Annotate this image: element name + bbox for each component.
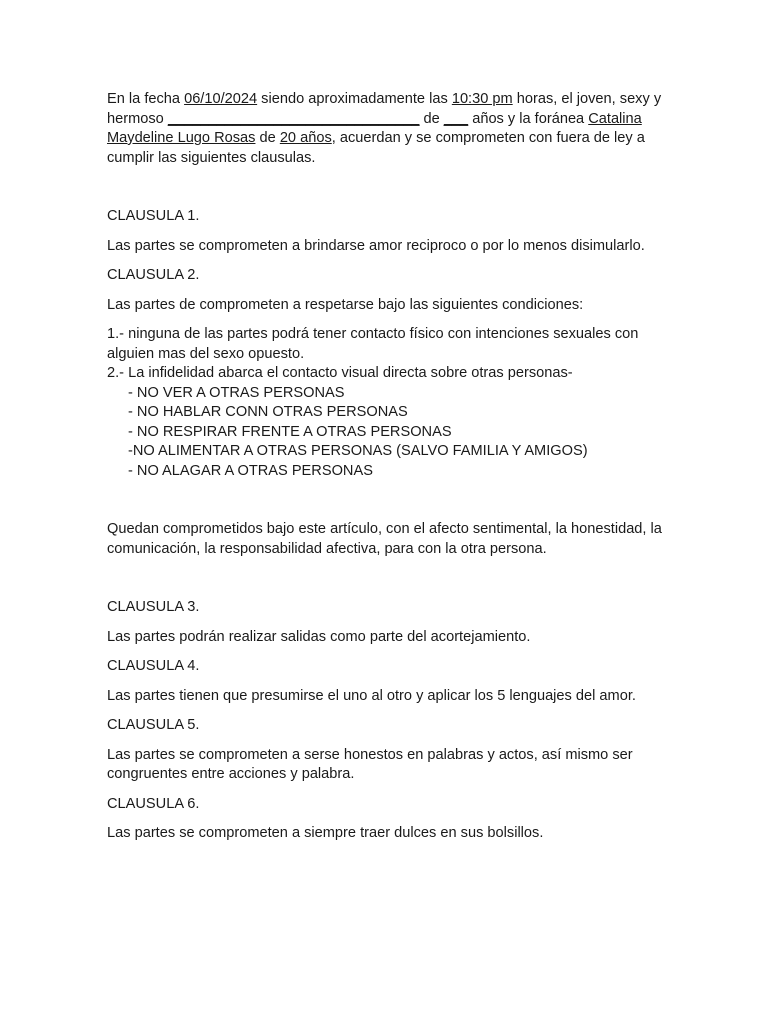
clause-5-text: Las partes se comprometen a serse honestos en palabras y actos, así mismo ser congruentes entre acciones y palabra. [107, 746, 633, 782]
clause-2-subitem: - NO ALAGAR A OTRAS PERSONAS [128, 462, 373, 479]
clause-3-text: Las partes podrán realizar salidas como parte del acortejamiento. [107, 628, 531, 645]
clause-2-title: CLAUSULA 2. [107, 267, 200, 283]
clause-2-subitem: - NO RESPIRAR FRENTE A OTRAS PERSONAS [128, 423, 452, 440]
clause-4-title: CLAUSULA 4. [107, 658, 200, 674]
intro-text: En la fecha [107, 91, 185, 107]
clause-6-text: Las partes se comprometen a siempre traer dulces en sus bolsillos. [107, 825, 544, 841]
clause-2-closing: Quedan comprometidos bajo este artículo, con el afecto sentimental, la honestidad, la comunicación, la responsabilidad afectiva, para con la otra persona. [107, 521, 662, 557]
clause-3-title: CLAUSULA 3. [107, 599, 200, 615]
intro-text: horas, el joven, sexy y hermoso [107, 91, 662, 127]
intro-paragraph [107, 90, 667, 168]
clause-2-text: Las partes de comprometen a respetarse bajo las siguientes condiciones: [107, 296, 584, 313]
clause-2-subitem: -NO ALIMENTAR A OTRAS PERSONAS (SALVO FAMILIA Y AMIGOS) [128, 443, 588, 459]
document-page [107, 90, 667, 844]
intro-text: de [255, 130, 280, 146]
clause-5-title: CLAUSULA 5. [107, 717, 200, 733]
clause-6-title: CLAUSULA 6. [107, 795, 200, 812]
contract-time: 10:30 pm [451, 91, 513, 107]
clause-4-text: Las partes tienen que presumirse el uno al otro y aplicar los 5 lenguajes del amor. [107, 687, 636, 704]
intro-text: años y la foránea [468, 110, 589, 127]
clause-2-item-2: 2.- La infidelidad abarca el contacto visual directa sobre otras personas- [107, 365, 573, 381]
contract-date: 06/10/2024 [184, 91, 258, 107]
clause-2-subitem: - NO VER A OTRAS PERSONAS [128, 384, 345, 401]
clause-2-item-1: 1.- ninguna de las partes podrá tener contacto físico con intenciones sexuales con alguien mas del sexo opuesto. [107, 326, 639, 362]
intro-text: siendo aproximadamente las [257, 91, 452, 107]
age-blank: ___ [443, 110, 469, 127]
intro-text: de [419, 110, 444, 127]
party-age: 20 años [279, 130, 332, 146]
name-blank: _______________________________ [167, 110, 420, 127]
clause-2-subitem: - NO HABLAR CONN OTRAS PERSONAS [128, 404, 408, 420]
clause-1-text: Las partes se comprometen a brindarse amor reciproco o por lo menos disimularlo. [107, 237, 645, 254]
intro-text: , acuerdan y se comprometen con fuera de ley a cumplir las siguientes clausulas. [107, 130, 645, 166]
party-name: Catalina Maydeline Lugo Rosas [107, 110, 642, 146]
clause-1-title: CLAUSULA 1. [107, 208, 200, 224]
